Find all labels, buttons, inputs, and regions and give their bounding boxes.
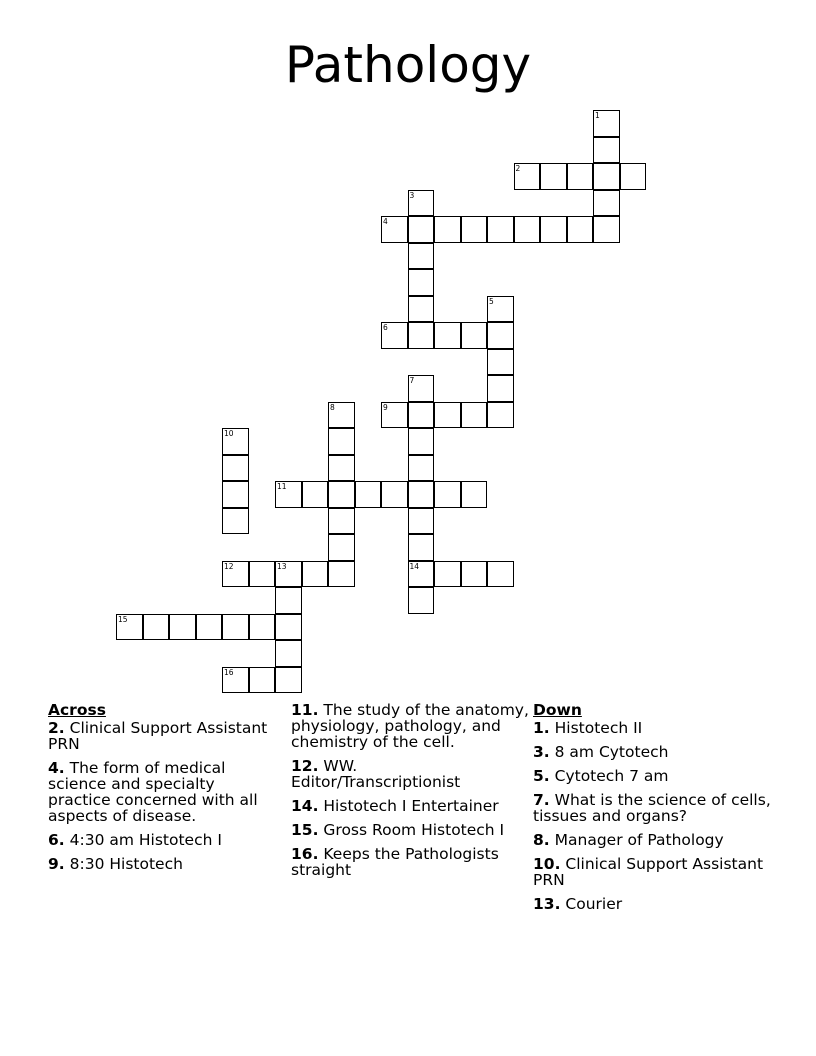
clue-number: 13: [533, 895, 555, 913]
grid-cell[interactable]: [275, 667, 302, 694]
grid-cell[interactable]: [381, 216, 408, 243]
grid-cell[interactable]: [487, 322, 514, 349]
grid-cell[interactable]: [487, 561, 514, 588]
clue-across-9: 9. 8:30 Histotech: [48, 855, 183, 873]
grid-cell[interactable]: [328, 402, 355, 429]
grid-cell[interactable]: [408, 375, 435, 402]
grid-cell[interactable]: [408, 534, 435, 561]
clue-number: 11: [291, 701, 313, 719]
clue-text: Keeps the Pathologists straight: [291, 845, 499, 879]
grid-cell[interactable]: [593, 190, 620, 217]
grid-cell[interactable]: [461, 481, 488, 508]
grid-cell[interactable]: [328, 481, 355, 508]
clue-text: What is the science of cells, tissues and organs?: [533, 791, 771, 825]
grid-cell[interactable]: [249, 667, 276, 694]
grid-cell[interactable]: [275, 587, 302, 614]
clue-across-15: 15. Gross Room Histotech I: [291, 821, 505, 839]
clue-number: 7: [533, 791, 544, 809]
grid-cell[interactable]: [328, 428, 355, 455]
grid-cell[interactable]: [434, 402, 461, 429]
grid-cell[interactable]: [381, 481, 408, 508]
grid-cell[interactable]: [169, 614, 196, 641]
grid-cell[interactable]: [302, 561, 329, 588]
grid-cell[interactable]: [487, 375, 514, 402]
cell-number: 3: [409, 190, 415, 200]
grid-cell[interactable]: [381, 322, 408, 349]
clue-number: 8: [533, 831, 544, 849]
grid-cell[interactable]: [222, 561, 249, 588]
clue-across-12: 12. WW. Editor/Transcriptionist: [291, 757, 461, 791]
grid-cell[interactable]: [275, 614, 302, 641]
grid-cell[interactable]: [540, 163, 567, 190]
grid-cell[interactable]: [461, 402, 488, 429]
grid-cell[interactable]: [275, 561, 302, 588]
grid-cell[interactable]: [302, 481, 329, 508]
clue-across-14: 14. Histotech I Entertainer: [291, 797, 499, 815]
cell-number: 10: [224, 429, 234, 438]
clue-number: 15: [291, 821, 313, 839]
cell-number: 15: [118, 614, 128, 624]
clue-number: 6: [48, 831, 59, 849]
clue-text: Histotech I Entertainer: [323, 797, 499, 815]
cell-number: 5: [489, 296, 494, 306]
clue-down-3: 3. 8 am Cytotech: [533, 743, 669, 761]
grid-cell[interactable]: [196, 614, 223, 641]
clue-number: 9: [48, 855, 59, 873]
clue-text: 8:30 Histotech: [69, 855, 183, 873]
grid-cell[interactable]: [620, 163, 647, 190]
grid-cell[interactable]: [567, 163, 594, 190]
grid-cell[interactable]: [408, 428, 435, 455]
grid-cell[interactable]: [408, 190, 435, 217]
clue-across-2: 2. Clinical Support Assistant PRN: [48, 719, 268, 753]
across-heading: Across: [48, 701, 106, 719]
grid-cell[interactable]: [222, 667, 249, 694]
grid-cell[interactable]: [434, 216, 461, 243]
cell-number: 14: [409, 561, 420, 571]
clue-text: 4:30 am Histotech I: [69, 831, 222, 849]
clue-text: The form of medical science and specialty practice concerned with all aspects of disease.: [48, 759, 258, 825]
clue-number: 16: [291, 845, 313, 863]
clue-text: Cytotech 7 am: [554, 767, 669, 785]
puzzle-title: Pathology: [284, 36, 532, 94]
clue-number: 12: [291, 757, 313, 775]
grid-cell[interactable]: [408, 455, 435, 482]
cell-number: 9: [383, 402, 388, 412]
clue-text: Courier: [565, 895, 623, 913]
down-clues-column: [533, 702, 783, 920]
cell-number: 1: [595, 111, 600, 120]
cell-number: 7: [409, 376, 415, 385]
cell-number: 2: [515, 164, 521, 173]
grid-cell[interactable]: [487, 349, 514, 376]
grid-cell[interactable]: [408, 269, 435, 296]
across-clues-column-2: [291, 702, 531, 886]
grid-cell[interactable]: [328, 561, 355, 588]
grid-cell[interactable]: [222, 455, 249, 482]
clue-number: 10: [533, 855, 555, 873]
grid-cell[interactable]: [487, 216, 514, 243]
grid-cell[interactable]: [222, 508, 249, 535]
clue-down-7: 7. What is the science of cells, tissues and organs?: [533, 791, 771, 825]
cell-number: 6: [383, 323, 388, 332]
clue-text: Clinical Support Assistant PRN: [533, 855, 764, 889]
grid-cell[interactable]: [116, 614, 143, 641]
grid-cell[interactable]: [567, 216, 594, 243]
clue-number: 14: [291, 797, 313, 815]
clue-across-11: 11. The study of the anatomy, physiology, pathology, and chemistry of the cell.: [291, 701, 529, 751]
grid-cell[interactable]: [328, 508, 355, 535]
grid-cell[interactable]: [249, 614, 276, 641]
clue-down-10: 10. Clinical Support Assistant PRN: [533, 855, 764, 889]
grid-cell[interactable]: [487, 296, 514, 323]
down-heading: Down: [533, 701, 582, 719]
grid-cell[interactable]: [434, 561, 461, 588]
clue-number: 4: [48, 759, 59, 777]
grid-cell[interactable]: [222, 614, 249, 641]
grid-cell[interactable]: [593, 216, 620, 243]
across-clues-column-1: [48, 702, 278, 880]
clue-text: Manager of Pathology: [554, 831, 724, 849]
grid-cell[interactable]: [408, 216, 435, 243]
grid-cell[interactable]: [408, 508, 435, 535]
clue-down-1: 1. Histotech II: [533, 719, 643, 737]
grid-cell[interactable]: [143, 614, 170, 641]
grid-cell[interactable]: [408, 243, 435, 270]
cell-number: 12: [224, 561, 234, 571]
grid-cell[interactable]: [593, 137, 620, 164]
clue-number: 1: [533, 719, 544, 737]
clue-down-13: 13. Courier: [533, 895, 623, 913]
cell-number: 11: [277, 482, 287, 491]
grid-cell[interactable]: [593, 163, 620, 190]
grid-cell[interactable]: [222, 428, 249, 455]
grid-cell[interactable]: [461, 322, 488, 349]
grid-cell[interactable]: [275, 481, 302, 508]
clue-across-4: 4. The form of medical science and specialty practice concerned with all aspects of disease.: [48, 759, 258, 825]
grid-cell[interactable]: [514, 216, 541, 243]
clue-number: 5: [533, 767, 544, 785]
clue-text: 8 am Cytotech: [554, 743, 669, 761]
grid-cell[interactable]: [328, 455, 355, 482]
grid-cell[interactable]: [275, 640, 302, 667]
grid-cell[interactable]: [249, 561, 276, 588]
grid-cell[interactable]: [408, 481, 435, 508]
grid-cell[interactable]: [434, 481, 461, 508]
grid-cell[interactable]: [434, 322, 461, 349]
grid-cell[interactable]: [408, 587, 435, 614]
cell-number: 16: [224, 667, 234, 677]
grid-cell[interactable]: [408, 561, 435, 588]
grid-cell[interactable]: [222, 481, 249, 508]
grid-cell[interactable]: [487, 402, 514, 429]
grid-cell[interactable]: [461, 216, 488, 243]
clue-text: Gross Room Histotech I: [323, 821, 505, 839]
clue-down-8: 8. Manager of Pathology: [533, 831, 724, 849]
grid-cell[interactable]: [408, 402, 435, 429]
grid-cell[interactable]: [540, 216, 567, 243]
clue-text: The study of the anatomy, physiology, pathology, and chemistry of the cell.: [291, 701, 529, 751]
grid-cell[interactable]: [514, 163, 541, 190]
clue-number: 3: [533, 743, 544, 761]
grid-cell[interactable]: [408, 322, 435, 349]
clue-number: 2: [48, 719, 59, 737]
clue-down-5: 5. Cytotech 7 am: [533, 767, 669, 785]
grid-cell[interactable]: [381, 402, 408, 429]
clue-across-16: 16. Keeps the Pathologists straight: [291, 845, 499, 879]
clue-text: WW. Editor/Transcriptionist: [291, 757, 461, 791]
grid-cell[interactable]: [355, 481, 382, 508]
clue-text: Histotech II: [554, 719, 643, 737]
cell-number: 4: [383, 217, 388, 226]
grid-cell[interactable]: [593, 110, 620, 137]
grid-cell[interactable]: [328, 534, 355, 561]
cell-number: 8: [330, 402, 335, 412]
clue-across-6: 6. 4:30 am Histotech I: [48, 831, 222, 849]
grid-cell[interactable]: [408, 296, 435, 323]
clue-text: Clinical Support Assistant PRN: [48, 719, 268, 753]
grid-cell[interactable]: [461, 561, 488, 588]
cell-number: 13: [277, 561, 287, 571]
